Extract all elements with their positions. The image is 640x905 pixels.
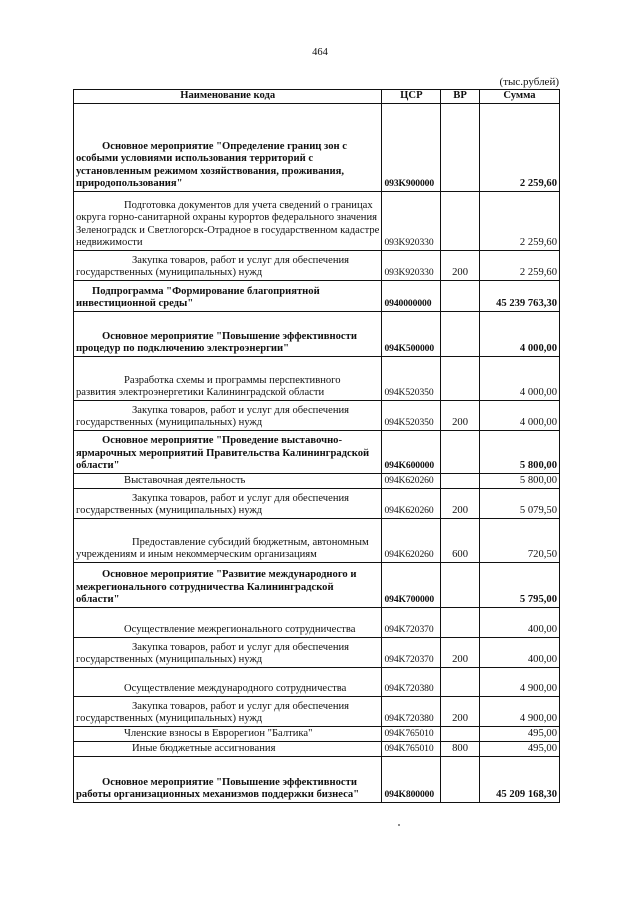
table-row	[74, 192, 560, 251]
header-csr: ЦСР	[382, 90, 441, 104]
row-csr: 0940000000	[382, 281, 441, 312]
row-sum: 495,00	[479, 727, 559, 742]
page-number: 464	[312, 47, 328, 58]
row-vr	[441, 668, 480, 697]
row-sum: 400,00	[479, 608, 559, 638]
row-sum: 4 000,00	[479, 401, 559, 431]
row-csr: 093K900000	[382, 104, 441, 192]
row-sum: 400,00	[479, 638, 559, 668]
row-name: Членские взносы в Еврорегион "Балтика"	[74, 727, 382, 742]
table-row	[74, 742, 560, 757]
row-csr: 094K720380	[382, 668, 441, 697]
row-vr: 200	[441, 489, 480, 519]
table-header-row	[74, 90, 560, 104]
table-row	[74, 281, 560, 312]
row-vr	[441, 563, 480, 608]
table-row	[74, 668, 560, 697]
row-vr	[441, 608, 480, 638]
table-row	[74, 431, 560, 474]
row-vr: 200	[441, 697, 480, 727]
row-name: Подпрограмма "Формирование благоприятной инвестиционной среды"	[74, 281, 382, 312]
row-name: Предоставление субсидий бюджетным, автономным учреждениям и иным некоммерческим организациям	[74, 519, 382, 563]
row-sum: 2 259,60	[479, 251, 559, 281]
row-sum: 45 209 168,30	[479, 757, 559, 803]
row-name: Подготовка документов для учета сведений о границах округа горно-санитарной охраны курортов федерального значения Зеленоградск и Светлогорск-Отрадное в государственном кадастре недвижимости	[74, 192, 382, 251]
row-sum: 45 239 763,30	[479, 281, 559, 312]
row-csr: 094K765010	[382, 727, 441, 742]
row-sum: 5 079,50	[479, 489, 559, 519]
table-row	[74, 563, 560, 608]
table-row	[74, 757, 560, 803]
row-sum: 5 800,00	[479, 431, 559, 474]
row-sum: 2 259,60	[479, 192, 559, 251]
row-csr: 094K620260	[382, 474, 441, 489]
row-name: Основное мероприятие "Определение границ зон с особыми условиями использования территорий с установленным режимом хозяйствования, проживания, природопользования"	[74, 104, 382, 192]
row-vr: 600	[441, 519, 480, 563]
row-vr	[441, 281, 480, 312]
row-csr: 094K720380	[382, 697, 441, 727]
table-row	[74, 727, 560, 742]
row-vr	[441, 104, 480, 192]
table-row	[74, 638, 560, 668]
row-csr: 094K600000	[382, 431, 441, 474]
table-row	[74, 697, 560, 727]
row-csr: 094K500000	[382, 312, 441, 357]
row-name: Основное мероприятие "Развитие международного и межрегионального сотрудничества Калининградской области"	[74, 563, 382, 608]
row-sum: 4 900,00	[479, 668, 559, 697]
row-vr	[441, 312, 480, 357]
row-csr: 094K765010	[382, 742, 441, 757]
table-row	[74, 519, 560, 563]
row-vr: 200	[441, 638, 480, 668]
row-name: Закупка товаров, работ и услуг для обеспечения государственных (муниципальных) нужд	[74, 401, 382, 431]
header-name: Наименование кода	[74, 90, 382, 104]
row-name: Закупка товаров, работ и услуг для обеспечения государственных (муниципальных) нужд	[74, 489, 382, 519]
table-row	[74, 312, 560, 357]
header-sum: Сумма	[479, 90, 559, 104]
row-name: Осуществление межрегионального сотрудничества	[74, 608, 382, 638]
row-name: Закупка товаров, работ и услуг для обеспечения государственных (муниципальных) нужд	[74, 697, 382, 727]
table-row	[74, 401, 560, 431]
row-sum: 720,50	[479, 519, 559, 563]
row-vr: 200	[441, 251, 480, 281]
row-name: Закупка товаров, работ и услуг для обеспечения государственных (муниципальных) нужд	[74, 638, 382, 668]
table-row	[74, 104, 560, 192]
row-sum: 4 000,00	[479, 357, 559, 401]
row-vr	[441, 727, 480, 742]
row-name: Иные бюджетные ассигнования	[74, 742, 382, 757]
row-sum: 4 900,00	[479, 697, 559, 727]
table-row	[74, 489, 560, 519]
row-vr: 800	[441, 742, 480, 757]
row-sum: 4 000,00	[479, 312, 559, 357]
row-csr: 094K800000	[382, 757, 441, 803]
row-vr	[441, 757, 480, 803]
row-sum: 5 795,00	[479, 563, 559, 608]
table-row	[74, 608, 560, 638]
row-name: Закупка товаров, работ и услуг для обеспечения государственных (муниципальных) нужд	[74, 251, 382, 281]
row-csr: 093K920330	[382, 192, 441, 251]
row-vr	[441, 357, 480, 401]
scan-speck	[398, 824, 400, 826]
row-sum: 5 800,00	[479, 474, 559, 489]
row-vr	[441, 474, 480, 489]
row-sum: 2 259,60	[479, 104, 559, 192]
table-row	[74, 474, 560, 489]
row-csr: 094K720370	[382, 638, 441, 668]
row-name: Осуществление международного сотрудничества	[74, 668, 382, 697]
row-vr: 200	[441, 401, 480, 431]
row-name: Основное мероприятие "Повышение эффективности работы организационных механизмов поддержки бизнеса"	[74, 757, 382, 803]
row-name: Основное мероприятие "Проведение выставочно-ярмарочных мероприятий Правительства Калининградской области"	[74, 431, 382, 474]
budget-table	[73, 89, 560, 803]
row-csr: 094K700000	[382, 563, 441, 608]
table-row	[74, 251, 560, 281]
units-label: (тыс.рублей)	[499, 76, 559, 88]
row-csr: 094K620260	[382, 489, 441, 519]
row-csr: 093K920330	[382, 251, 441, 281]
row-name: Разработка схемы и программы перспективного развития электроэнергетики Калининградской области	[74, 357, 382, 401]
row-csr: 094K720370	[382, 608, 441, 638]
header-vr: ВР	[441, 90, 480, 104]
row-csr: 094K520350	[382, 357, 441, 401]
row-vr	[441, 192, 480, 251]
row-vr	[441, 431, 480, 474]
row-sum: 495,00	[479, 742, 559, 757]
row-name: Основное мероприятие "Повышение эффективности процедур по подключению электроэнергии"	[74, 312, 382, 357]
row-csr: 094K520350	[382, 401, 441, 431]
row-csr: 094K620260	[382, 519, 441, 563]
table-row	[74, 357, 560, 401]
row-name: Выставочная деятельность	[74, 474, 382, 489]
